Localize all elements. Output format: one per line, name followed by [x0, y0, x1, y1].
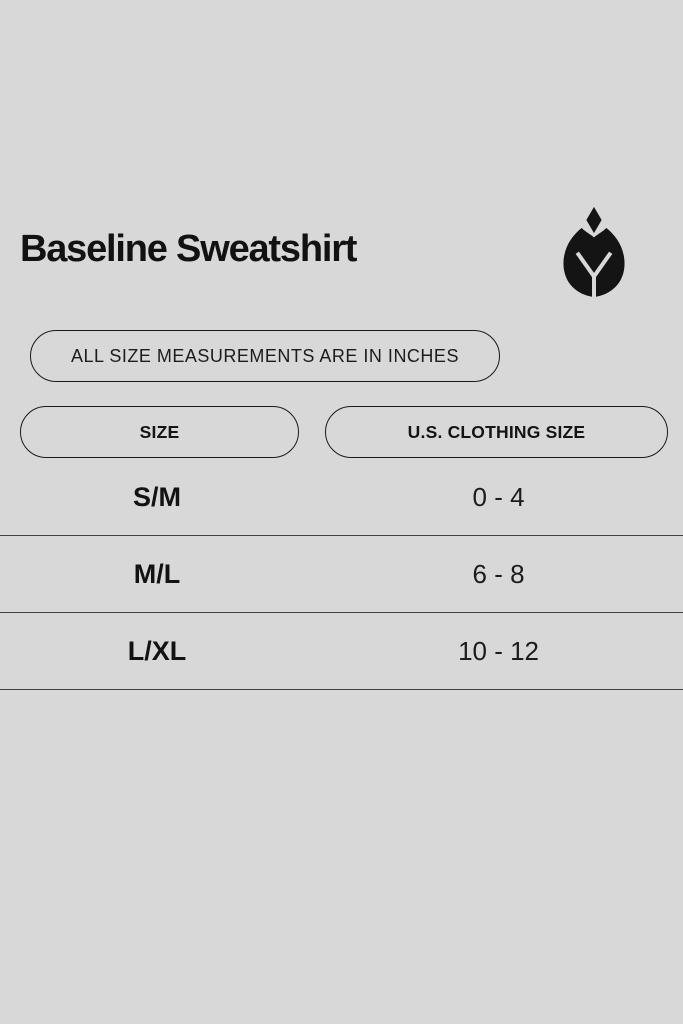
size-table	[0, 459, 683, 690]
size-cell: M/L	[133, 558, 181, 589]
units-note-label: ALL SIZE MEASUREMENTS ARE IN INCHES	[71, 345, 459, 366]
table-row	[0, 459, 683, 536]
column-header-size-label: SIZE	[139, 421, 180, 442]
size-cell: L/XL	[127, 635, 187, 666]
page-title: Baseline Sweatshirt	[20, 228, 357, 270]
units-note-pill	[30, 330, 500, 382]
table-row	[0, 613, 683, 690]
size-cell: S/M	[133, 481, 182, 512]
us-clothing-size-cell: 0 - 4	[472, 481, 525, 512]
table-row	[0, 536, 683, 613]
us-clothing-size-cell: 10 - 12	[458, 635, 540, 666]
column-header-us-clothing-size	[325, 406, 668, 458]
column-header-us-clothing-size-label: U.S. CLOTHING SIZE	[407, 421, 586, 442]
lotus-bud-logo-icon	[557, 204, 631, 300]
us-clothing-size-cell: 6 - 8	[472, 558, 525, 589]
column-header-size	[20, 406, 299, 458]
